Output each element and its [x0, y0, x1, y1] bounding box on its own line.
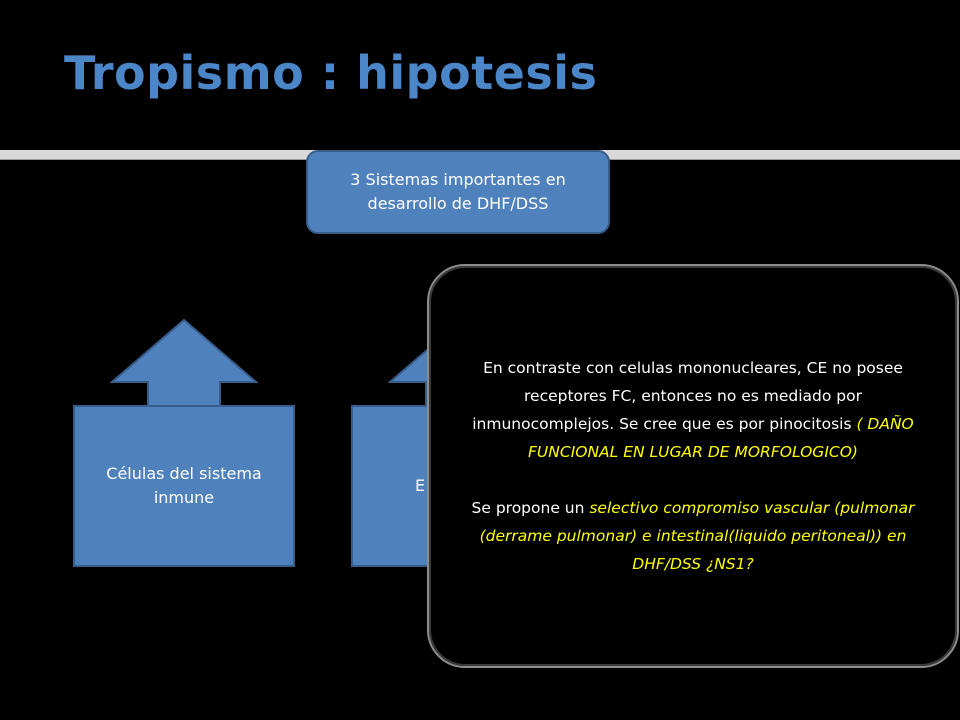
up-arrow-left-icon: [110, 318, 258, 410]
callout-text-1: En contraste con celulas mononucleares, CE no posee receptores FC, entonces no es mediado por inmunocomplejos. Se cree que es por pinocitosis: [472, 359, 903, 433]
top-box-line1: 3 Sistemas importantes en: [350, 170, 566, 189]
box-left-line1: Células del sistema: [106, 464, 262, 483]
top-box-systems: [306, 150, 610, 234]
callout-highlight-2: selectivo compromiso vascular (pulmonar (derrame pulmonar) e intestinal(liquido peritoneal)) en DHF/DSS ¿NS1?: [479, 499, 915, 573]
slide-title: Tropismo : hipotesis: [64, 46, 598, 100]
callout-paragraph-1: [451, 354, 935, 466]
callout-box: [427, 264, 959, 668]
box-immune-cells: [73, 405, 295, 567]
callout-paragraph-2: [451, 494, 935, 578]
box-mid-text: E: [415, 476, 426, 495]
top-box-line2: desarrollo de DHF/DSS: [367, 194, 549, 213]
callout-text-2: Se propone un: [471, 499, 590, 517]
box-left-line2: inmune: [153, 488, 215, 507]
callout-highlight-1: ( DAÑO FUNCIONAL EN LUGAR DE MORFOLOGICO): [528, 415, 914, 461]
